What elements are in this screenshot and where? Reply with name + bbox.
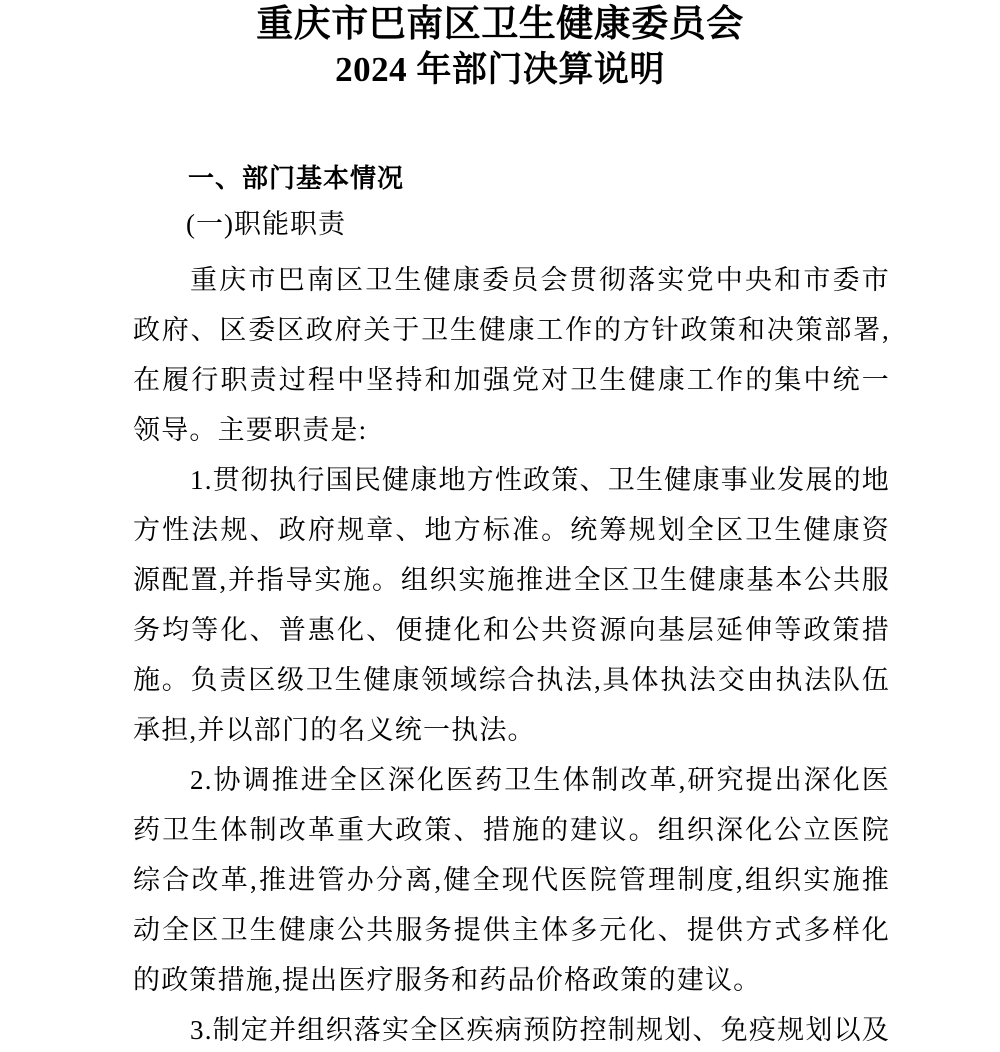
document-title-line-2: 2024 年部门决算说明: [335, 50, 665, 89]
paragraph-duty-1: 1.贯彻执行国民健康地方性政策、卫生健康事业发展的地方性法规、政府规章、地方标准。统筹规划全区卫生健康资源配置,并指导实施。组织实施推进全区卫生健康基本公共服务均等化、普惠化、便捷化和公共资源向基层延伸等政策措施。负责区级卫生健康领域综合执法,具体执法交由执法队伍承担,并以部门的名义统一执法。: [133, 465, 890, 745]
section-heading-basic-situation: 一、部门基本情况: [188, 163, 405, 193]
paragraph-overview: 重庆市巴南区卫生健康委员会贯彻落实党中央和市委市政府、区委区政府关于卫生健康工作的方针政策和决策部署,在履行职责过程中坚持和加强党对卫生健康工作的集中统一领导。主要职责是:: [133, 265, 890, 445]
paragraph-duty-3-truncated: 3.制定并组织落实全区疾病预防控制规划、免疫规划以及: [190, 1015, 890, 1045]
document-title: [0, 0, 1000, 92]
document-title-line-1: 重庆市巴南区卫生健康委员会: [256, 4, 744, 45]
subsection-heading-functions-duties: (一)职能职责: [186, 209, 346, 239]
paragraph-duty-2: 2.协调推进全区深化医药卫生体制改革,研究提出深化医药卫生体制改革重大政策、措施的建议。组织深化公立医院综合改革,推进管办分离,健全现代医院管理制度,组织实施推动全区卫生健康公共服务提供主体多元化、提供方式多样化的政策措施,提出医疗服务和药品价格政策的建议。: [133, 765, 890, 995]
document-body: [133, 158, 890, 1052]
